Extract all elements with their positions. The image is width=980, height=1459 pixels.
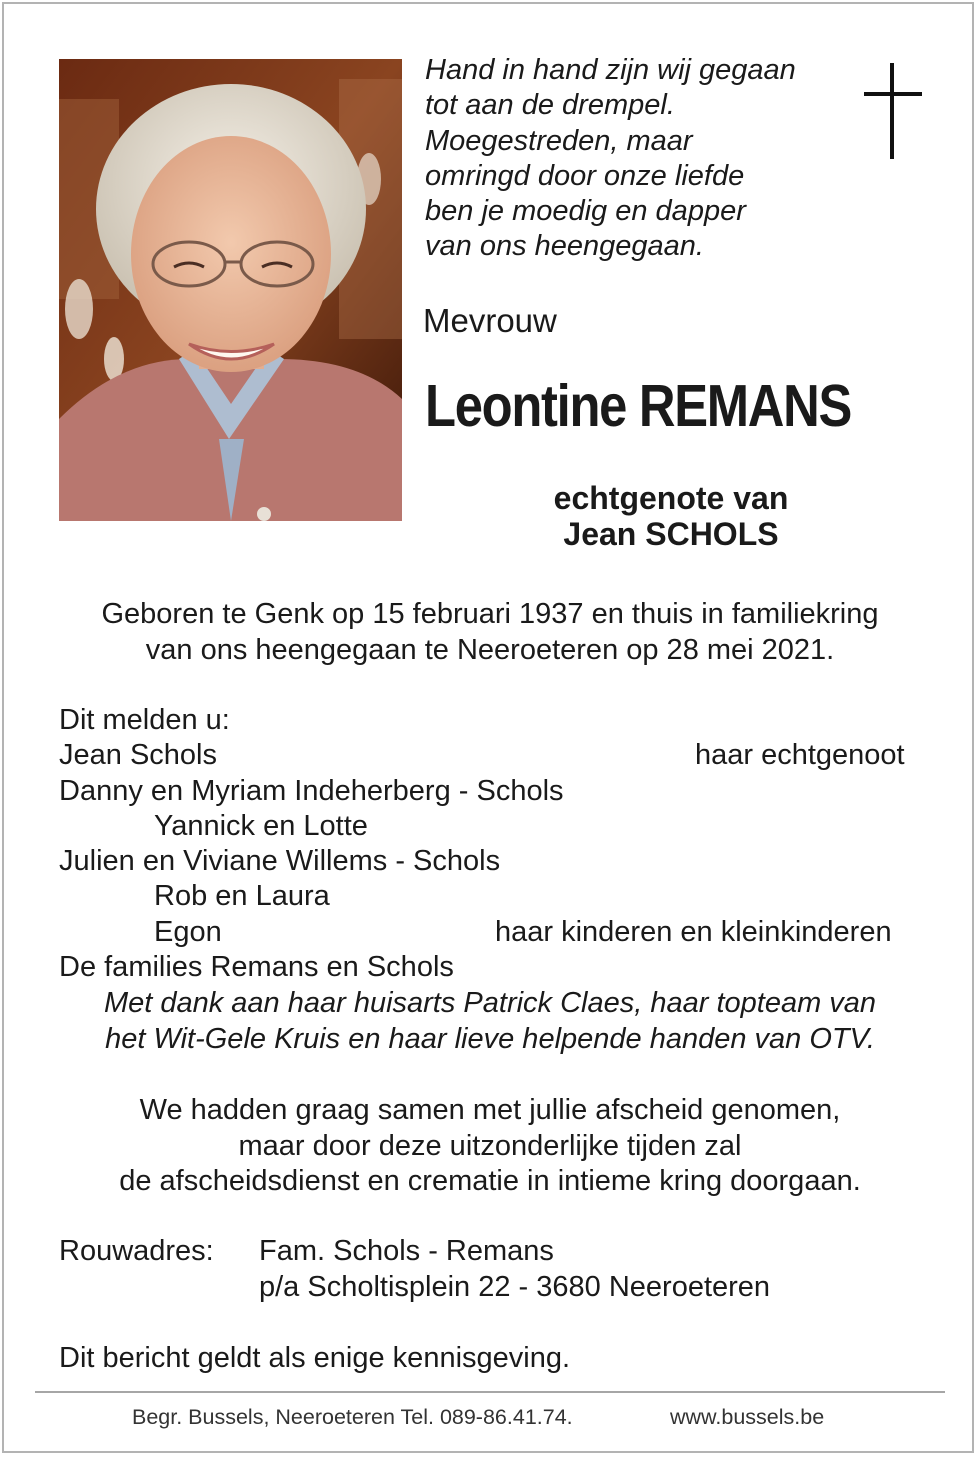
address-line: p/a Scholtisplein 22 - 3680 Neeroeteren bbox=[259, 1271, 771, 1303]
address-label: Rouwadres: bbox=[59, 1235, 214, 1267]
announcer-child: Danny en Myriam Indeherberg - Schols bbox=[59, 775, 564, 807]
announcer-spouse: Jean Schols bbox=[59, 739, 217, 771]
announcers-intro: Dit melden u: bbox=[59, 704, 230, 736]
spouse-block bbox=[450, 480, 892, 552]
death-line: van ons heengegaan te Neeroeteren op 28 mei 2021. bbox=[145, 633, 835, 666]
ceremony-notice bbox=[40, 1093, 940, 1200]
announcer-grandchildren: Rob en Laura bbox=[154, 880, 330, 912]
closing-note: Dit bericht geldt als enige kennisgeving. bbox=[59, 1342, 571, 1374]
deceased-name: Leontine REMANS bbox=[425, 373, 852, 439]
announcer-child: Julien en Viviane Willems - Schols bbox=[59, 845, 501, 877]
poem-line: ben je moedig en dapper bbox=[425, 195, 746, 228]
ceremony-line: maar door deze uitzonderlijke tijden zal bbox=[238, 1129, 742, 1162]
thanks-line: Met dank aan haar huisarts Patrick Claes, haar topteam van bbox=[103, 987, 877, 1019]
poem-line: tot aan de drempel. bbox=[425, 89, 675, 122]
announcer-children-role: haar kinderen en kleinkinderen bbox=[495, 916, 892, 948]
honorific: Mevrouw bbox=[423, 302, 557, 339]
thanks-line: het Wit-Gele Kruis en haar lieve helpende handen van OTV. bbox=[105, 1022, 875, 1055]
address-line: Fam. Schols - Remans bbox=[259, 1235, 554, 1267]
thanks-note bbox=[40, 986, 940, 1057]
divider bbox=[35, 1391, 945, 1393]
announcer-grandchildren: Yannick en Lotte bbox=[154, 810, 368, 842]
spouse-name: Jean SCHOLS bbox=[563, 516, 779, 552]
poem-line: Moegestreden, maar bbox=[425, 124, 693, 157]
announcer-grandchildren: Egon bbox=[154, 916, 222, 948]
portrait-photo bbox=[59, 59, 402, 521]
poem-line: Hand in hand zijn wij gegaan bbox=[425, 54, 796, 86]
announcer-spouse-role: haar echtgenoot bbox=[695, 739, 905, 771]
poem-line: omringd door onze liefde bbox=[425, 159, 745, 192]
birth-line: Geboren te Genk op 15 februari 1937 en thuis in familiekring bbox=[101, 598, 879, 630]
spouse-label: echtgenote van bbox=[553, 480, 789, 516]
cross-icon bbox=[864, 63, 922, 159]
funeral-home-info: Begr. Bussels, Neeroeteren Tel. 089-86.41.74. bbox=[132, 1405, 573, 1429]
poem bbox=[425, 53, 796, 265]
announcer-families: De families Remans en Schols bbox=[59, 951, 454, 983]
ceremony-line: We hadden graag samen met jullie afscheid genomen, bbox=[139, 1094, 841, 1126]
website-link[interactable]: www.bussels.be bbox=[670, 1405, 825, 1429]
ceremony-line: de afscheidsdienst en crematie in intieme kring doorgaan. bbox=[119, 1165, 861, 1197]
poem-line: van ons heengegaan. bbox=[425, 230, 704, 263]
birth-death-info bbox=[40, 597, 940, 668]
